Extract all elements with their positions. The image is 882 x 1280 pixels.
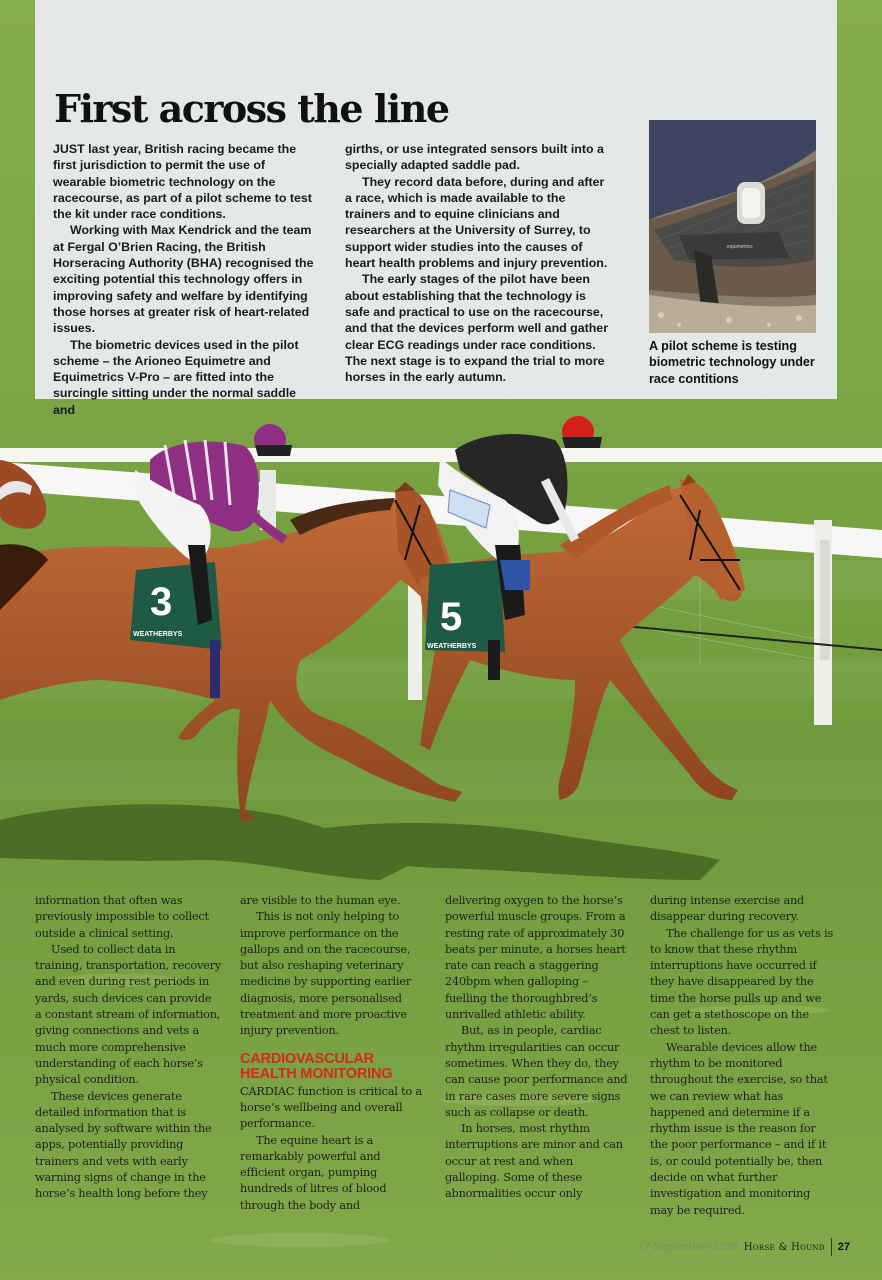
sidebar-column-2: [345, 141, 613, 385]
sidebar-paragraph: The biometric devices used in the pilot scheme – the Arioneo Equimetre and Equimetrics V-Pro – are fitted into the surcingle sitting under the normal saddle and: [53, 337, 299, 417]
body-paragraph: The equine heart is a remarkably powerful and efficient organ, pumping hundreds of litres of blood through the body and: [240, 1133, 387, 1212]
body-paragraph: are visible to the human eye.: [240, 894, 401, 907]
svg-text:3: 3: [150, 580, 173, 624]
sensor-photo: [649, 120, 816, 333]
body-column-2: [240, 893, 426, 1214]
sidebar-paragraph: JUST last year, British racing became the first jurisdiction to permit the use of wearable biometric technology on the racecourse, as part of a pilot scheme to test the kit under race conditions.: [53, 142, 312, 222]
body-column-1: [35, 893, 221, 1203]
sidebar-paragraph: The early stages of the pilot have been about establishing that the technology is safe and practical to use on the racecourse, and that the devices perform well and gather clear ECG readings under race conditions. The next stage is to expand the trial to more horses in the early autumn.: [345, 272, 609, 385]
body-paragraph: during intense exercise and disappear during recovery.: [650, 894, 805, 924]
body-paragraph: This is not only helping to improve performance on the gallops and on the racecourse, but also reshaping veterinary medicine by supporting earlier diagnosis, more personalised treatment and more proactive injury prevention.: [240, 910, 412, 1038]
svg-text:WEATHERBYS: WEATHERBYS: [427, 643, 477, 650]
svg-text:5: 5: [440, 595, 463, 639]
equimetrics-badge: equimetrics: [727, 244, 753, 250]
masthead: Horse & Hound: [743, 1241, 825, 1253]
page-footer: [638, 1238, 850, 1256]
section-subheading: CARDIOVASCULAR HEALTH MONITORING: [240, 1050, 393, 1082]
body-paragraph: Wearable devices allow the rhythm to be monitored throughout the exercise, so that we can review what has happened and determine if a rhythm issue is the reason for the poor performance – and if it is, or could potentially be, then decide on what further investigation and monitoring may be required.: [650, 1040, 828, 1217]
sidebar-column-1: [53, 141, 321, 418]
body-paragraph: Used to collect data in training, transportation, recovery and even during rest periods in yards, such devices can provide a constant stream of information, giving connections and vets a much more comprehensive understanding of each horse’s physical condition.: [35, 942, 221, 1087]
sidebar-title: First across the line: [54, 86, 449, 131]
photo-caption: A pilot scheme is testing biometric technology under race contitions: [649, 339, 815, 386]
sidebar-panel: [35, 0, 837, 417]
body-paragraph: These devices generate detailed information that is analysed by software within the apps, potentially providing trainers and vets with early warning signs of change in the horse’s health long before they: [35, 1089, 212, 1201]
sidebar-paragraph: Working with Max Kendrick and the team at Fergal O’Brien Racing, the British Horseracing Authority (BHA) recognised the exciting potential this technology offers in improving safety and welfare by identifying those horses at greater risk of heart-related issues.: [53, 223, 314, 336]
body-paragraph: delivering oxygen to the horse’s powerful muscle groups. From a resting rate of approximately 30 beats per minute, a horses heart rate can reach a staggering 240bpm when galloping – fuelling the thoroughbred’s unrivalled athletic ability.: [445, 894, 626, 1022]
svg-text:WEATHERBYS: WEATHERBYS: [133, 631, 183, 638]
issue-date: 17 September 2026: [637, 1241, 738, 1253]
body-paragraph: But, as in people, cardiac rhythm irregularities can occur sometimes. When they do, they can cause poor performance and in rare cases more severe signs such as collapse or death.: [445, 1024, 628, 1119]
body-paragraph: CARDIAC function is critical to a horse’s wellbeing and overall performance.: [240, 1084, 422, 1131]
body-paragraph: In horses, most rhythm interruptions are minor and can occur at rest and when galloping. Some of these abnormalities occur only: [445, 1122, 623, 1201]
body-column-3: [445, 893, 631, 1203]
body-paragraph: information that often was previously impossible to collect outside a clinical setting.: [35, 894, 209, 940]
body-paragraph: The challenge for us as vets is to know that these rhythm interruptions have occurred if they have disappeared by the time the horse pulls up and we can get a stethoscope on the chest to listen.: [650, 926, 834, 1038]
sidebar-paragraph: They record data before, during and after a race, which is made available to the trainers and to equine clinicians and researchers at the University of Surrey, to support wider studies into the causes of heart health problems and injury prevention.: [345, 174, 608, 271]
body-column-4: [650, 893, 836, 1219]
sidebar-paragraph: girths, or use integrated sensors built into a specially adapted saddle pad.: [345, 142, 604, 173]
page-number: 27: [837, 1241, 850, 1253]
footer-divider: [831, 1238, 832, 1256]
